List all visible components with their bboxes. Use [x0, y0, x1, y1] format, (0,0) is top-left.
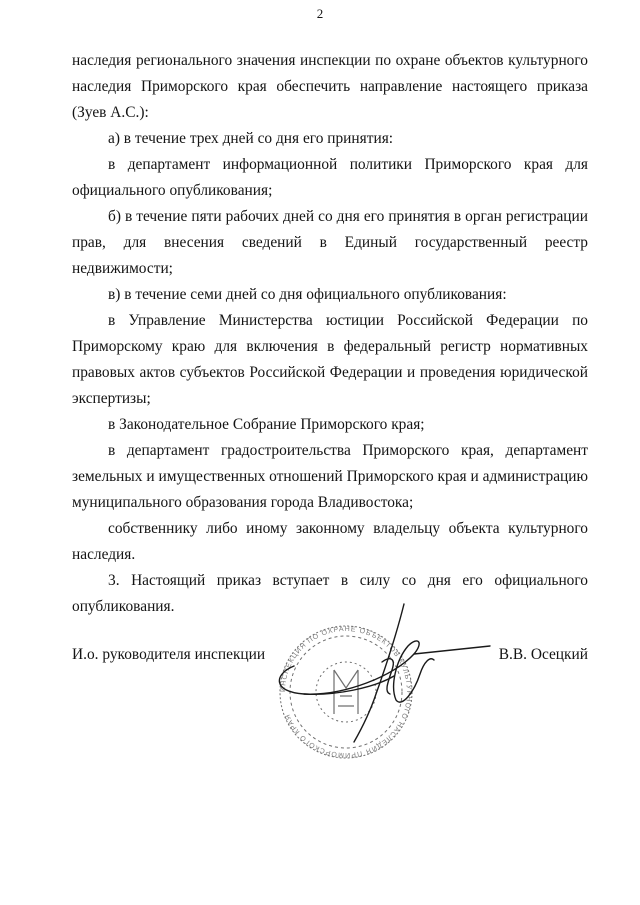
paragraph-info-policy-dept: в департамент информационной политики Приморского края для официального опубликования; [72, 156, 588, 199]
paragraph-item-a: а) в течение трех дней со дня его принятия: [108, 130, 394, 147]
signer-position: И.о. руководителя инспекции [72, 646, 266, 663]
paragraph-urban-planning-dept: в департамент градостроительства Приморского края, департамент земельных и имущественных отношений Приморского края и администрацию муниципального образования города Владивостока; [72, 442, 588, 511]
paragraph-effective-date: 3. Настоящий приказ вступает в силу со дня его официального опубликования. [72, 572, 588, 615]
paragraph-item-b: б) в течение пяти рабочих дней со дня его принятия в орган регистрации прав, для внесения сведений в Единый государственный реестр недвижимости; [72, 208, 588, 277]
paragraph-intro: наследия регионального значения инспекции по охране объектов культурного наследия Приморского края обеспечить направление настоящего приказа (Зуев А.С.): [72, 52, 588, 121]
paragraph-justice-ministry: в Управление Министерства юстиции Российской Федерации по Приморскому краю для включения в федеральный регистр нормативных правовых актов субъектов Российской Федерации и проведения юридической экспертизы; [72, 312, 588, 407]
page-number: 2 [316, 6, 324, 21]
paragraph-owner: собственнику либо иному законному владельцу объекта культурного наследия. [72, 520, 588, 563]
seal-text: ИНСПЕКЦИЯ ПО ОХРАНЕ ОБЪЕКТОВ КУЛЬТУРНОГО НАСЛЕДИЯ ПРИМОРСКОГО КРАЯ [279, 625, 413, 759]
signature-block [72, 646, 588, 676]
document-body [72, 48, 588, 620]
paragraph-legislative-assembly: в Законодательное Собрание Приморского края; [108, 416, 425, 433]
signer-name: В.В. Осецкий [498, 646, 588, 663]
paragraph-item-v: в) в течение семи дней со дня официального опубликования: [108, 286, 507, 303]
